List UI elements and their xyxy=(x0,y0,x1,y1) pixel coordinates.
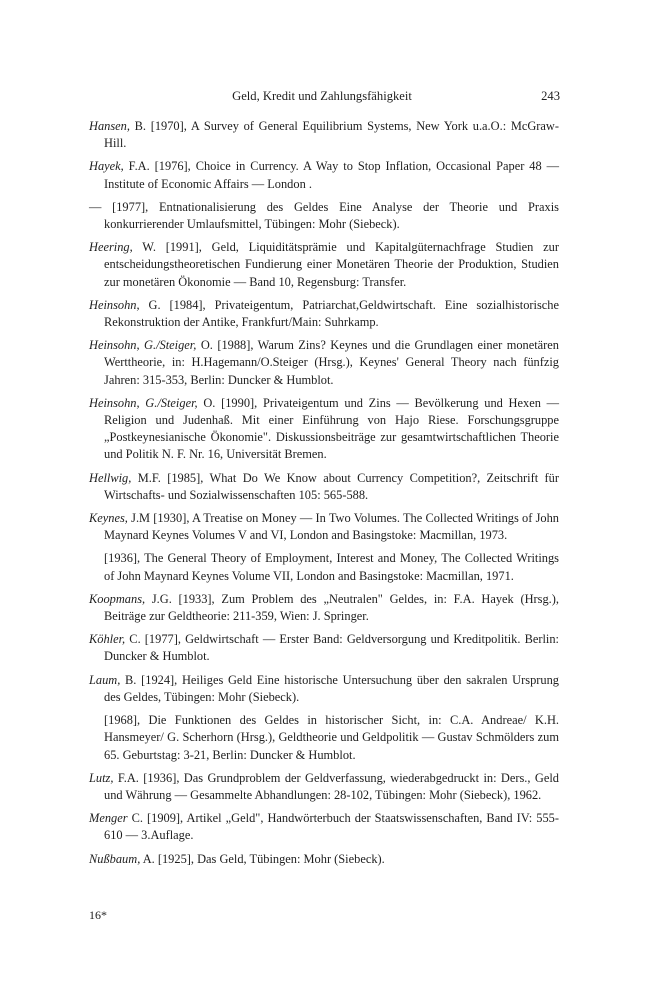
reference-text: O. [1990], Privateigentum und Zins — Bevölkerung und Hexen — Religion und Judenhaß. Mit einer Einführung von Hajo Riese. Forschungsgruppe „Postkeynesianische Ökonomie". Diskussionsbeiträge zur gesamtwirtschaftlichen Theorie und Politik N. F. Nr. 16, Universität Bremen. xyxy=(104,395,560,462)
running-header xyxy=(84,89,560,107)
reference-author: Nußbaum, xyxy=(89,851,141,866)
reference-text: G. [1984], Privateigentum, Patriarchat,Geldwirtschaft. Eine sozialhistorische Rekonstruktion der Antike, Frankfurt/Main: Suhrkamp. xyxy=(104,297,559,330)
reference-author: Hansen, xyxy=(89,119,130,133)
reference-author: Heinsohn, G./Steiger, xyxy=(89,338,197,353)
reference-entry xyxy=(89,297,559,331)
running-title: Geld, Kredit und Zahlungsfähigkeit xyxy=(232,89,412,103)
reference-author: Lutz, xyxy=(89,770,114,785)
reference-entry xyxy=(89,672,559,706)
reference-text: — [1977], Entnationalisierung des Geldes Eine Analyse der Theorie und Praxis konkurrierender Umlaufsmittel, Tübingen: Mohr (Siebeck). xyxy=(89,199,559,232)
reference-entry xyxy=(89,770,559,804)
reference-text: B. [1924], Heiliges Geld Eine historische Untersuchung über den sakralen Ursprung des Geldes, Tübingen: Mohr (Siebeck). xyxy=(104,672,559,704)
reference-entry xyxy=(89,851,559,868)
reference-entry xyxy=(89,591,559,625)
reference-text: J.G. [1933], Zum Problem des „Neutralen" Geldes, in: F.A. Hayek (Hrsg.), Beiträge zur Geldtheorie: 211-359, Wien: J. Springer. xyxy=(104,591,559,624)
reference-text: C. [1909], Artikel „Geld", Handwörterbuch der Staatswissenschaften, Band IV: 555-610 — 3.Auflage. xyxy=(104,811,559,843)
reference-entry xyxy=(89,239,559,291)
reference-entry xyxy=(89,712,559,764)
reference-text: M.F. [1985], What Do We Know about Currency Competition?, Zeitschrift für Wirtschafts- und Sozialwissenschaften 105: 565-588. xyxy=(104,470,559,502)
reference-author: Laum, xyxy=(89,672,121,687)
reference-text: C. [1977], Geldwirtschaft — Erster Band: Geldversorgung und Kreditpolitik. Berlin: Duncker & Humblot. xyxy=(104,632,559,664)
reference-entry xyxy=(89,550,559,584)
reference-text: [1936], The General Theory of Employment, Interest and Money, The Collected Writings of John Maynard Keynes Volume VII, London and Basingstoke: Macmillan, 1971. xyxy=(104,551,559,583)
reference-entry xyxy=(89,470,559,504)
reference-entry xyxy=(89,158,559,192)
reference-list xyxy=(89,118,559,874)
reference-entry xyxy=(89,118,559,152)
reference-entry xyxy=(89,395,559,464)
reference-author: Hellwig, xyxy=(89,470,132,485)
reference-entry xyxy=(89,199,559,233)
reference-entry xyxy=(89,810,559,844)
reference-author: Menger xyxy=(89,811,128,826)
reference-text: B. [1970], A Survey of General Equilibrium Systems, New York u.a.O.: McGraw-Hill. xyxy=(104,119,559,151)
printer-signature: 16* xyxy=(89,908,107,922)
reference-author: Heinsohn, xyxy=(89,297,140,312)
reference-author: Koopmans, xyxy=(89,591,146,606)
reference-author: Heinsohn, G./Steiger, xyxy=(89,395,198,410)
page-number: 243 xyxy=(541,89,560,103)
reference-entry xyxy=(89,631,559,665)
reference-text: J.M [1930], A Treatise on Money — In Two Volumes. The Collected Writings of John Maynard Keynes Volumes V and VI, London and Basingstoke: Macmillan, 1973. xyxy=(104,511,559,543)
reference-text: F.A. [1936], Das Grundproblem der Geldverfassung, wiederabgedruckt in: Ders., Geld und Währung — Gesammelte Abhandlungen: 28-102, Tübingen: Mohr (Siebeck), 1962. xyxy=(104,770,559,802)
reference-text: O. [1988], Warum Zins? Keynes und die Grundlagen einer monetären Werttheorie, in: H.Hagemann/O.Steiger (Hrsg.), Keynes' General Theory nach fünfzig Jahren: 315-353, Berlin: Duncker & Humblot. xyxy=(104,338,559,387)
reference-entry xyxy=(89,337,559,389)
reference-text: W. [1991], Geld, Liquiditätsprämie und Kapitalgüternachfrage Studien zur entscheidungstheoretischen Fundierung einer Monetären Theorie der Produktion, Studien zur monetären Ökonomie — Band 10, Regensburg: Transfer. xyxy=(104,240,559,289)
reference-text: A. [1925], Das Geld, Tübingen: Mohr (Siebeck). xyxy=(140,851,385,866)
reference-entry xyxy=(89,510,559,544)
reference-author: Hayek, xyxy=(89,159,124,174)
reference-author: Köhler, xyxy=(89,632,126,647)
reference-text: F.A. [1976], Choice in Currency. A Way to Stop Inflation, Occasional Paper 48 — Institute of Economic Affairs — London . xyxy=(104,159,559,191)
reference-author: Heering, xyxy=(89,240,133,255)
reference-author: Keynes, xyxy=(89,511,128,526)
reference-text: [1968], Die Funktionen des Geldes in historischer Sicht, in: C.A. Andreae/ K.H. Hansmeyer/ G. Scherhorn (Hrsg.), Geldtheorie und Geldpolitik — Gustav Schmölders zum 65. Geburtstag: 3-21, Berlin: Duncker & Humblot. xyxy=(104,713,559,762)
